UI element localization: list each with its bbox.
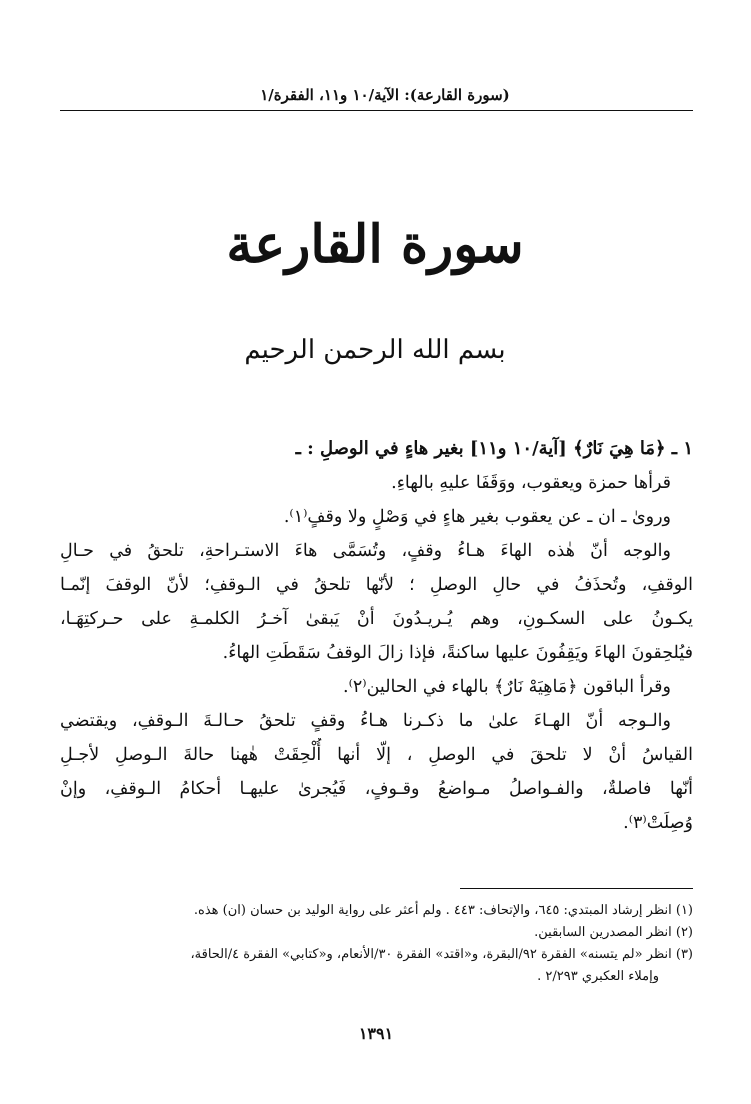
body-text — [60, 432, 693, 840]
body-line: وروىٰ ـ ان ـ عن يعقوب بغير هاءٍ في وَصْلٍ ولا وقفٍ⁽١⁾. — [283, 507, 671, 527]
basmala: بسم الله الرحمن الرحيم — [244, 335, 506, 365]
body-line: يكـونُ على السكـونِ، وهم يُـريـدُونَ أنْ يَبقىٰ آخـرُ الكلمـةِ على حـركتِهَـا، — [60, 609, 693, 629]
footnotes — [60, 900, 693, 988]
surah-title: سورة القارعة — [226, 214, 524, 275]
footnote-3: (٣) انظر «لم يتسنه» الفقرة ٩٢/البقرة، و«اقتد» الفقرة ٣٠/الأنعام، و«كتابي» الفقرة ٤/الحاقة، — [190, 947, 693, 962]
body-line: الوقفِ، وتُحذَفُ في حالِ الوصلِ ؛ لأنّها تلحقُ في الـوقفِ؛ لأنّ الوقفَ إنّمـا — [60, 575, 693, 595]
page-number: ١٣٩١ — [358, 1024, 394, 1043]
footnote-rule — [460, 888, 693, 889]
footnote-1: (١) انظر إرشاد المبتدي: ٦٤٥، والإتحاف: ٤٤٣ . ولم أعثر على رواية الوليد بن حسان (ان) هذه. — [193, 903, 693, 918]
body-line: قرأها حمزة ويعقوب، ووَقَفَا عليهِ بالهاءِ. — [391, 473, 671, 493]
header-rule — [60, 110, 693, 111]
body-line: وقرأ الباقون ﴿مَاهِيَهْ نَارٌ﴾ بالهاء في الحالين⁽٢⁾. — [343, 677, 671, 697]
body-line: والـوجه أنّ الهـاءَ علىٰ ما ذكـرنا هـاءُ وقفٍ تلحقُ حـالـةَ الـوقفِ، ويقتضي — [60, 711, 671, 731]
running-header: (سورة القارعة): الآية/١٠ و١١، الفقرة/١ — [260, 86, 510, 104]
section-heading: ١ ـ ﴿مَا هِيَ نَارٌ﴾ [آية/١٠ و١١] بغير هاءٍ في الوصلِ : ـ — [295, 438, 693, 459]
body-line: والوجه أنّ هٰذه الهاءَ هـاءُ وقفٍ، وتُسَمَّى هاءَ الاستـراحةِ، تلحقُ في حـالِ — [60, 541, 671, 561]
footnote-2: (٢) انظر المصدرين السابقين. — [534, 925, 693, 940]
body-line: أنّها فاصلةٌ، والفـواصلُ مـواضعُ وقـوفٍ، فَيُجرىٰ عليهـا أحكامُ الـوقفِ، وإنْ — [60, 779, 693, 799]
body-line: وُصِلَتْ⁽٣⁾. — [623, 813, 693, 833]
footnote-3-continuation: وإملاء العكبري ٢/٢٩٣ . — [537, 969, 659, 984]
body-line: فيُلحِقونَ الهاءَ ويَقِفُونَ عليها ساكنةً، فإذا زالَ الوقفُ سَقَطَتِ الهاءُ. — [222, 643, 693, 663]
body-line: القياسُ أنْ لا تلحقَ في الوصلِ ، إلّا أنها أُلْحِقَتْ هٰهنا حالةَ الـوصلِ لأجـلِ — [60, 745, 693, 765]
